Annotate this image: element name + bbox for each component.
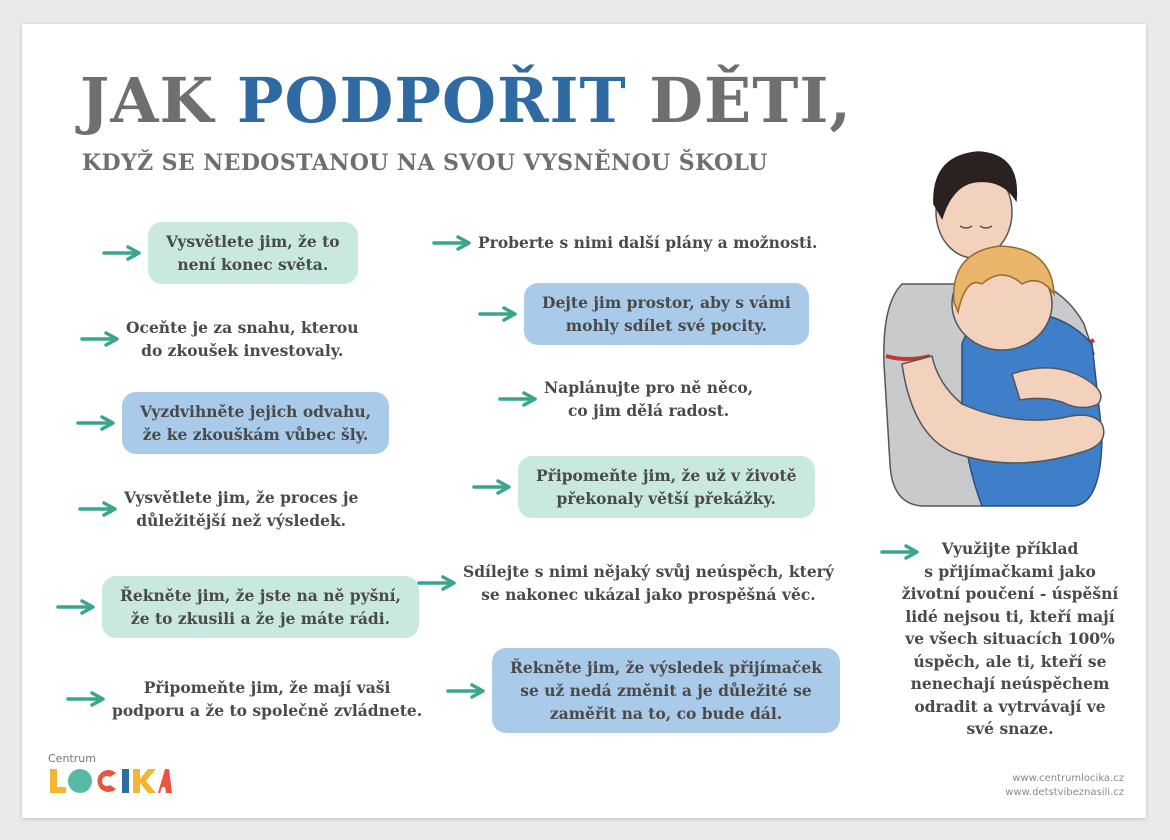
arrow-right-icon — [472, 479, 512, 495]
locika-logo-icon — [48, 767, 172, 795]
arrow-right-icon — [478, 306, 518, 322]
tip-item — [446, 648, 840, 733]
tip-text: Vysvětlete jim, že proces je důležitější než výsledek. — [124, 488, 359, 530]
arrow-right-icon — [56, 599, 96, 615]
tip-item — [417, 560, 834, 606]
url-detstvi: www.detstvibeznasili.cz — [1005, 787, 1124, 798]
arrow-right-icon — [76, 415, 116, 431]
title-part1: JAK — [80, 64, 237, 137]
tip-text: Dejte jim prostor, aby s vámi mohly sdílet své pocity. — [524, 283, 809, 345]
tip-text: Oceňte je za snahu, kterou do zkoušek investovaly. — [126, 318, 359, 360]
title-accent: PODPOŘIT — [236, 64, 627, 137]
footer-urls — [1005, 772, 1124, 800]
title-part2: DĚTI, — [626, 64, 852, 137]
poster — [22, 24, 1146, 818]
arrow-right-icon — [66, 691, 106, 707]
tip-text: Sdílejte s nimi nějaký svůj neúspěch, který se nakonec ukázal jako prospěšná věc. — [463, 562, 834, 604]
url-locika: www.centrumlocika.cz — [1012, 773, 1124, 784]
tip-item — [80, 316, 359, 362]
hug-illustration — [862, 134, 1122, 514]
tip-item — [102, 222, 358, 284]
tip-item — [472, 456, 815, 518]
tip-item — [56, 576, 419, 638]
arrow-right-icon — [498, 391, 538, 407]
tip-item — [78, 486, 358, 532]
logo — [48, 752, 172, 799]
page-title — [80, 64, 852, 137]
tip-text: Vyzdvihněte jejich odvahu, že ke zkouškám vůbec šly. — [122, 392, 389, 454]
arrow-right-icon — [102, 245, 142, 261]
arrow-right-icon — [80, 331, 120, 347]
tip-item — [432, 231, 817, 254]
tip-text-right: Využijte příklad s přijímačkami jako životní poučení - úspěšní lidé nejsou ti, kteří mají ve všech situacích 100% úspěch, ale ti, kteří se nenechají neúspěchem odradit a vytrvávají ve své snaze. — [901, 539, 1119, 738]
arrow-right-icon — [78, 501, 118, 517]
arrow-right-icon — [417, 575, 457, 591]
tip-item — [478, 283, 809, 345]
tip-text: Řekněte jim, že výsledek přijímaček se už nedá změnit a je důležité se zaměřit na to, co bude dál. — [492, 648, 840, 733]
arrow-right-icon — [432, 235, 472, 251]
tip-text: Připomeňte jim, že mají vaši podporu a že to společně zvládnete. — [112, 678, 423, 720]
arrow-right-icon — [446, 683, 486, 699]
tip-text: Připomeňte jim, že už v životě překonaly větší překážky. — [518, 456, 815, 518]
tip-item — [76, 392, 389, 454]
tip-item — [498, 376, 753, 422]
page-subtitle: KDYŽ SE NEDOSTANOU NA SVOU VYSNĚNOU ŠKOLU — [82, 150, 768, 176]
tip-text: Proberte s nimi další plány a možnosti. — [478, 233, 818, 252]
logo-small-text: Centrum — [48, 752, 96, 765]
tip-item — [66, 676, 422, 722]
tip-text: Řekněte jim, že jste na ně pyšní, že to zkusili a že je máte rádi. — [102, 576, 419, 638]
tip-text: Naplánujte pro ně něco, co jim dělá radost. — [544, 378, 754, 420]
tip-text: Vysvětlete jim, že to není konec světa. — [148, 222, 358, 284]
